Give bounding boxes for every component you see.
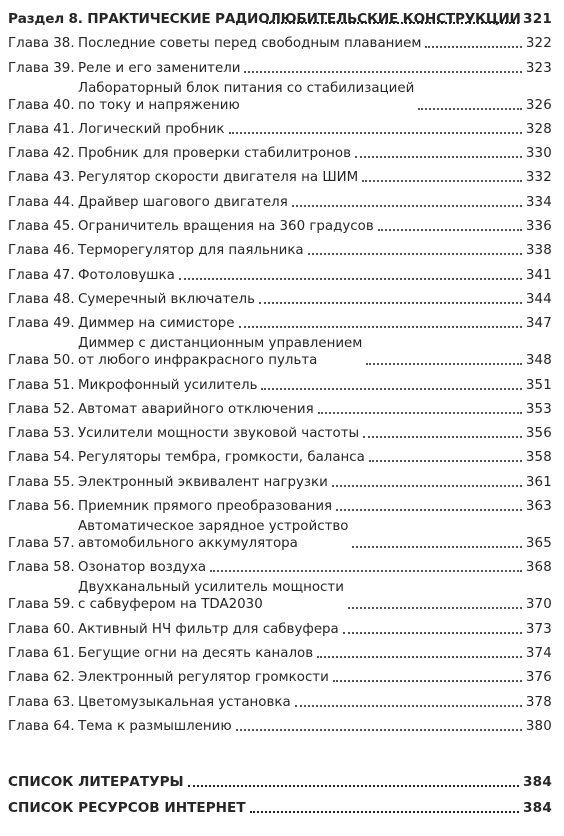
chapter-title-line: Приемник прямого преобразования <box>78 499 333 515</box>
toc-entry[interactable] <box>8 713 552 737</box>
page-number: 334 <box>525 194 552 210</box>
dot-leader <box>266 21 520 24</box>
chapter-label: Глава 60. <box>8 621 75 637</box>
appendix-entry[interactable] <box>8 793 552 819</box>
chapter-title-line: с сабвуфером на TDA2030 <box>78 597 263 613</box>
dot-leader <box>378 228 522 231</box>
page-number: 323 <box>525 60 552 76</box>
chapter-label: Глава 41. <box>8 121 75 137</box>
chapter-title-line: Регулятор скорости двигателя на ШИМ <box>78 170 359 186</box>
page-number: 326 <box>525 97 552 113</box>
dot-leader <box>244 70 521 73</box>
chapter-title <box>78 694 291 711</box>
toc-entry[interactable] <box>8 188 552 212</box>
chapter-label: Глава 57. <box>8 536 75 552</box>
toc-entry[interactable] <box>8 54 552 78</box>
dot-leader <box>261 387 521 390</box>
dot-leader <box>229 131 522 134</box>
toc-entry[interactable] <box>8 517 552 554</box>
page-number: 370 <box>525 597 552 613</box>
chapter-title-line: по току и напряжению <box>78 97 240 113</box>
dot-leader <box>308 252 522 255</box>
dot-leader <box>418 107 522 110</box>
chapter-label: Глава 44. <box>8 194 75 210</box>
page-number: 347 <box>525 316 552 332</box>
toc-entry[interactable] <box>8 554 552 578</box>
toc-entry[interactable] <box>8 79 552 116</box>
chapter-label: Глава 38. <box>8 36 75 52</box>
page-number: 374 <box>525 645 552 661</box>
page-number: 336 <box>525 219 552 235</box>
chapter-title-line: от любого инфракрасного пульта <box>78 353 318 369</box>
dot-leader <box>332 484 522 487</box>
appendix-entry[interactable] <box>8 767 552 793</box>
dot-leader <box>363 435 522 438</box>
section-page: 321 <box>523 11 553 27</box>
chapter-title <box>78 401 314 418</box>
chapter-title <box>78 218 374 235</box>
chapter-label: Глава 42. <box>8 146 75 162</box>
chapter-label: Глава 64. <box>8 718 75 734</box>
chapter-title-line: Логический пробник <box>78 121 225 137</box>
chapter-title <box>78 579 344 613</box>
section-title: Раздел 8. ПРАКТИЧЕСКИЕ РАДИОЛЮБИТЕЛЬСКИЕ КОНСТРУКЦИИ <box>8 11 521 27</box>
page-number: 376 <box>525 670 552 686</box>
dot-leader <box>425 45 521 48</box>
chapter-title-line: Бегущие огни на десять каналов <box>78 645 314 661</box>
chapter-label: Глава 50. <box>8 353 75 369</box>
chapter-title-line: Реле и его заменители <box>78 60 241 76</box>
chapter-title <box>78 335 362 369</box>
chapter-title-line: Пробник для проверки стабилитронов <box>78 146 351 162</box>
chapter-title <box>78 498 332 515</box>
dot-leader <box>239 325 522 328</box>
chapter-title <box>78 267 175 284</box>
dot-leader <box>369 459 522 462</box>
section-heading[interactable] <box>8 6 552 30</box>
chapter-title-line: Регуляторы тембра, громкости, баланса <box>78 450 365 466</box>
appendix-title: СПИСОК ЛИТЕРАТУРЫ <box>8 773 184 790</box>
toc-entry[interactable] <box>8 640 552 664</box>
page-number: 380 <box>525 718 552 734</box>
chapter-title <box>78 518 348 552</box>
toc-entry[interactable] <box>8 116 552 140</box>
dot-leader <box>188 784 519 787</box>
appendix-title: СПИСОК РЕСУРСОВ ИНТЕРНЕТ <box>8 799 246 816</box>
chapter-label: Глава 58. <box>8 560 75 576</box>
chapter-title <box>78 145 351 162</box>
chapter-title-line: Лабораторный блок питания со стабилизацией <box>78 80 415 96</box>
chapter-title <box>78 60 240 77</box>
toc-entry[interactable] <box>8 468 552 492</box>
toc-entry[interactable] <box>8 334 552 371</box>
chapter-title-line: автомобильного аккумулятора <box>78 536 298 552</box>
chapter-title <box>78 377 257 394</box>
chapter-title-line: Микрофонный усилитель <box>78 377 258 393</box>
chapter-title-line: Электронный регулятор громкости <box>78 670 329 686</box>
chapter-title-line: Озонатор воздуха <box>78 560 207 576</box>
toc-entry[interactable] <box>8 688 552 712</box>
toc-entry[interactable] <box>8 578 552 615</box>
chapter-title-line: Активный НЧ фильтр для сабвуфера <box>78 621 339 637</box>
chapter-label: Глава 43. <box>8 170 75 186</box>
page-number: 361 <box>525 474 552 490</box>
chapter-title-line: Электронный эквивалент нагрузки <box>78 474 328 490</box>
page-number: 338 <box>525 243 552 259</box>
chapter-title <box>78 425 359 442</box>
chapter-title <box>78 621 339 638</box>
page-number: 356 <box>525 426 552 442</box>
chapter-title-line: Усилители мощности звуковой частоты <box>78 426 360 442</box>
dot-leader <box>292 204 522 207</box>
page-number: 378 <box>525 694 552 710</box>
chapter-label: Глава 54. <box>8 450 75 466</box>
chapter-label: Глава 52. <box>8 401 75 417</box>
toc-entry[interactable] <box>8 164 552 188</box>
dot-leader <box>343 631 522 634</box>
chapter-label: Глава 56. <box>8 499 75 515</box>
chapter-label: Глава 53. <box>8 426 75 442</box>
chapter-label: Глава 40. <box>8 97 75 113</box>
chapter-title <box>78 291 255 308</box>
toc-entry[interactable] <box>8 261 552 285</box>
toc-entry[interactable] <box>8 140 552 164</box>
dot-leader <box>295 704 522 707</box>
toc-entry[interactable] <box>8 493 552 517</box>
chapter-title-line: Последние советы перед свободным плаванием <box>78 36 422 52</box>
dot-leader <box>250 810 519 813</box>
chapter-list <box>8 30 552 737</box>
page-number: 384 <box>523 799 552 816</box>
chapter-title-line: Автоматическое зарядное устройство <box>78 519 349 535</box>
chapter-label: Глава 62. <box>8 670 75 686</box>
chapter-title-line: Сумеречный включатель <box>78 291 255 307</box>
dot-leader <box>259 301 522 304</box>
chapter-title <box>78 559 206 576</box>
toc-entry[interactable] <box>8 310 552 334</box>
chapter-title-line: Диммер на симисторе <box>78 316 235 332</box>
chapter-title <box>78 80 414 114</box>
dot-leader <box>333 679 522 682</box>
toc-entry[interactable] <box>8 213 552 237</box>
toc-entry[interactable] <box>8 237 552 261</box>
toc-entry[interactable] <box>8 396 552 420</box>
page-number: 368 <box>525 560 552 576</box>
chapter-title <box>78 669 329 686</box>
chapter-title <box>78 449 365 466</box>
page-number: 351 <box>525 377 552 393</box>
chapter-title <box>78 315 235 332</box>
page-number: 341 <box>525 267 552 283</box>
appendix-list <box>8 767 552 819</box>
dot-leader <box>348 606 522 609</box>
toc-entry[interactable] <box>8 371 552 395</box>
chapter-title-line: Цветомузыкальная установка <box>78 694 291 710</box>
page-number: 365 <box>525 536 552 552</box>
chapter-title-line: Диммер с дистанционным управлением <box>78 336 363 352</box>
chapter-label: Глава 47. <box>8 267 75 283</box>
page-number: 322 <box>525 36 552 52</box>
dot-leader <box>318 411 522 414</box>
chapter-label: Глава 55. <box>8 474 75 490</box>
chapter-label: Глава 63. <box>8 694 75 710</box>
chapter-title <box>78 474 328 491</box>
page-number: 373 <box>525 621 552 637</box>
chapter-title-line: Терморегулятор для паяльника <box>78 243 304 259</box>
page-number: 358 <box>525 450 552 466</box>
toc-entry[interactable] <box>8 615 552 639</box>
chapter-label: Глава 51. <box>8 377 75 393</box>
dot-leader <box>236 728 522 731</box>
page-number: 363 <box>525 499 552 515</box>
chapter-title-line: Фотоловушка <box>78 267 175 283</box>
toc-entry[interactable] <box>8 286 552 310</box>
chapter-label: Глава 59. <box>8 597 75 613</box>
page-number: 344 <box>525 291 552 307</box>
table-of-contents <box>8 6 552 819</box>
chapter-title <box>78 194 288 211</box>
chapter-label: Глава 61. <box>8 645 75 661</box>
chapter-title-line: Автомат аварийного отключения <box>78 401 314 417</box>
chapter-title-line: Драйвер шагового двигателя <box>78 194 288 210</box>
dot-leader <box>317 655 522 658</box>
page-number: 348 <box>525 353 552 369</box>
chapter-title <box>78 645 313 662</box>
dot-leader <box>352 545 521 548</box>
toc-entry[interactable] <box>8 30 552 54</box>
dot-leader <box>355 155 522 158</box>
chapter-label: Глава 49. <box>8 316 75 332</box>
toc-entry[interactable] <box>8 444 552 468</box>
chapter-title <box>78 242 304 259</box>
chapter-title <box>78 718 232 735</box>
chapter-title-line: Двухканальный усилитель мощности <box>78 580 344 596</box>
chapter-label: Глава 48. <box>8 291 75 307</box>
chapter-title <box>78 169 358 186</box>
chapter-title <box>78 121 225 138</box>
page-number: 328 <box>525 121 552 137</box>
chapter-title-line: Ограничитель вращения на 360 градусов <box>78 219 374 235</box>
dot-leader <box>210 569 522 572</box>
page-number: 353 <box>525 401 552 417</box>
chapter-label: Глава 39. <box>8 60 75 76</box>
toc-entry[interactable] <box>8 420 552 444</box>
page-number: 330 <box>525 146 552 162</box>
chapter-title-line: Тема к размышлению <box>78 718 232 734</box>
chapter-label: Глава 45. <box>8 219 75 235</box>
dot-leader <box>366 362 521 365</box>
toc-entry[interactable] <box>8 664 552 688</box>
dot-leader <box>179 277 522 280</box>
page-number: 384 <box>523 773 552 790</box>
page-number: 332 <box>525 170 552 186</box>
dot-leader <box>362 179 522 182</box>
chapter-label: Глава 46. <box>8 243 75 259</box>
chapter-title <box>78 35 421 52</box>
dot-leader <box>336 508 522 511</box>
